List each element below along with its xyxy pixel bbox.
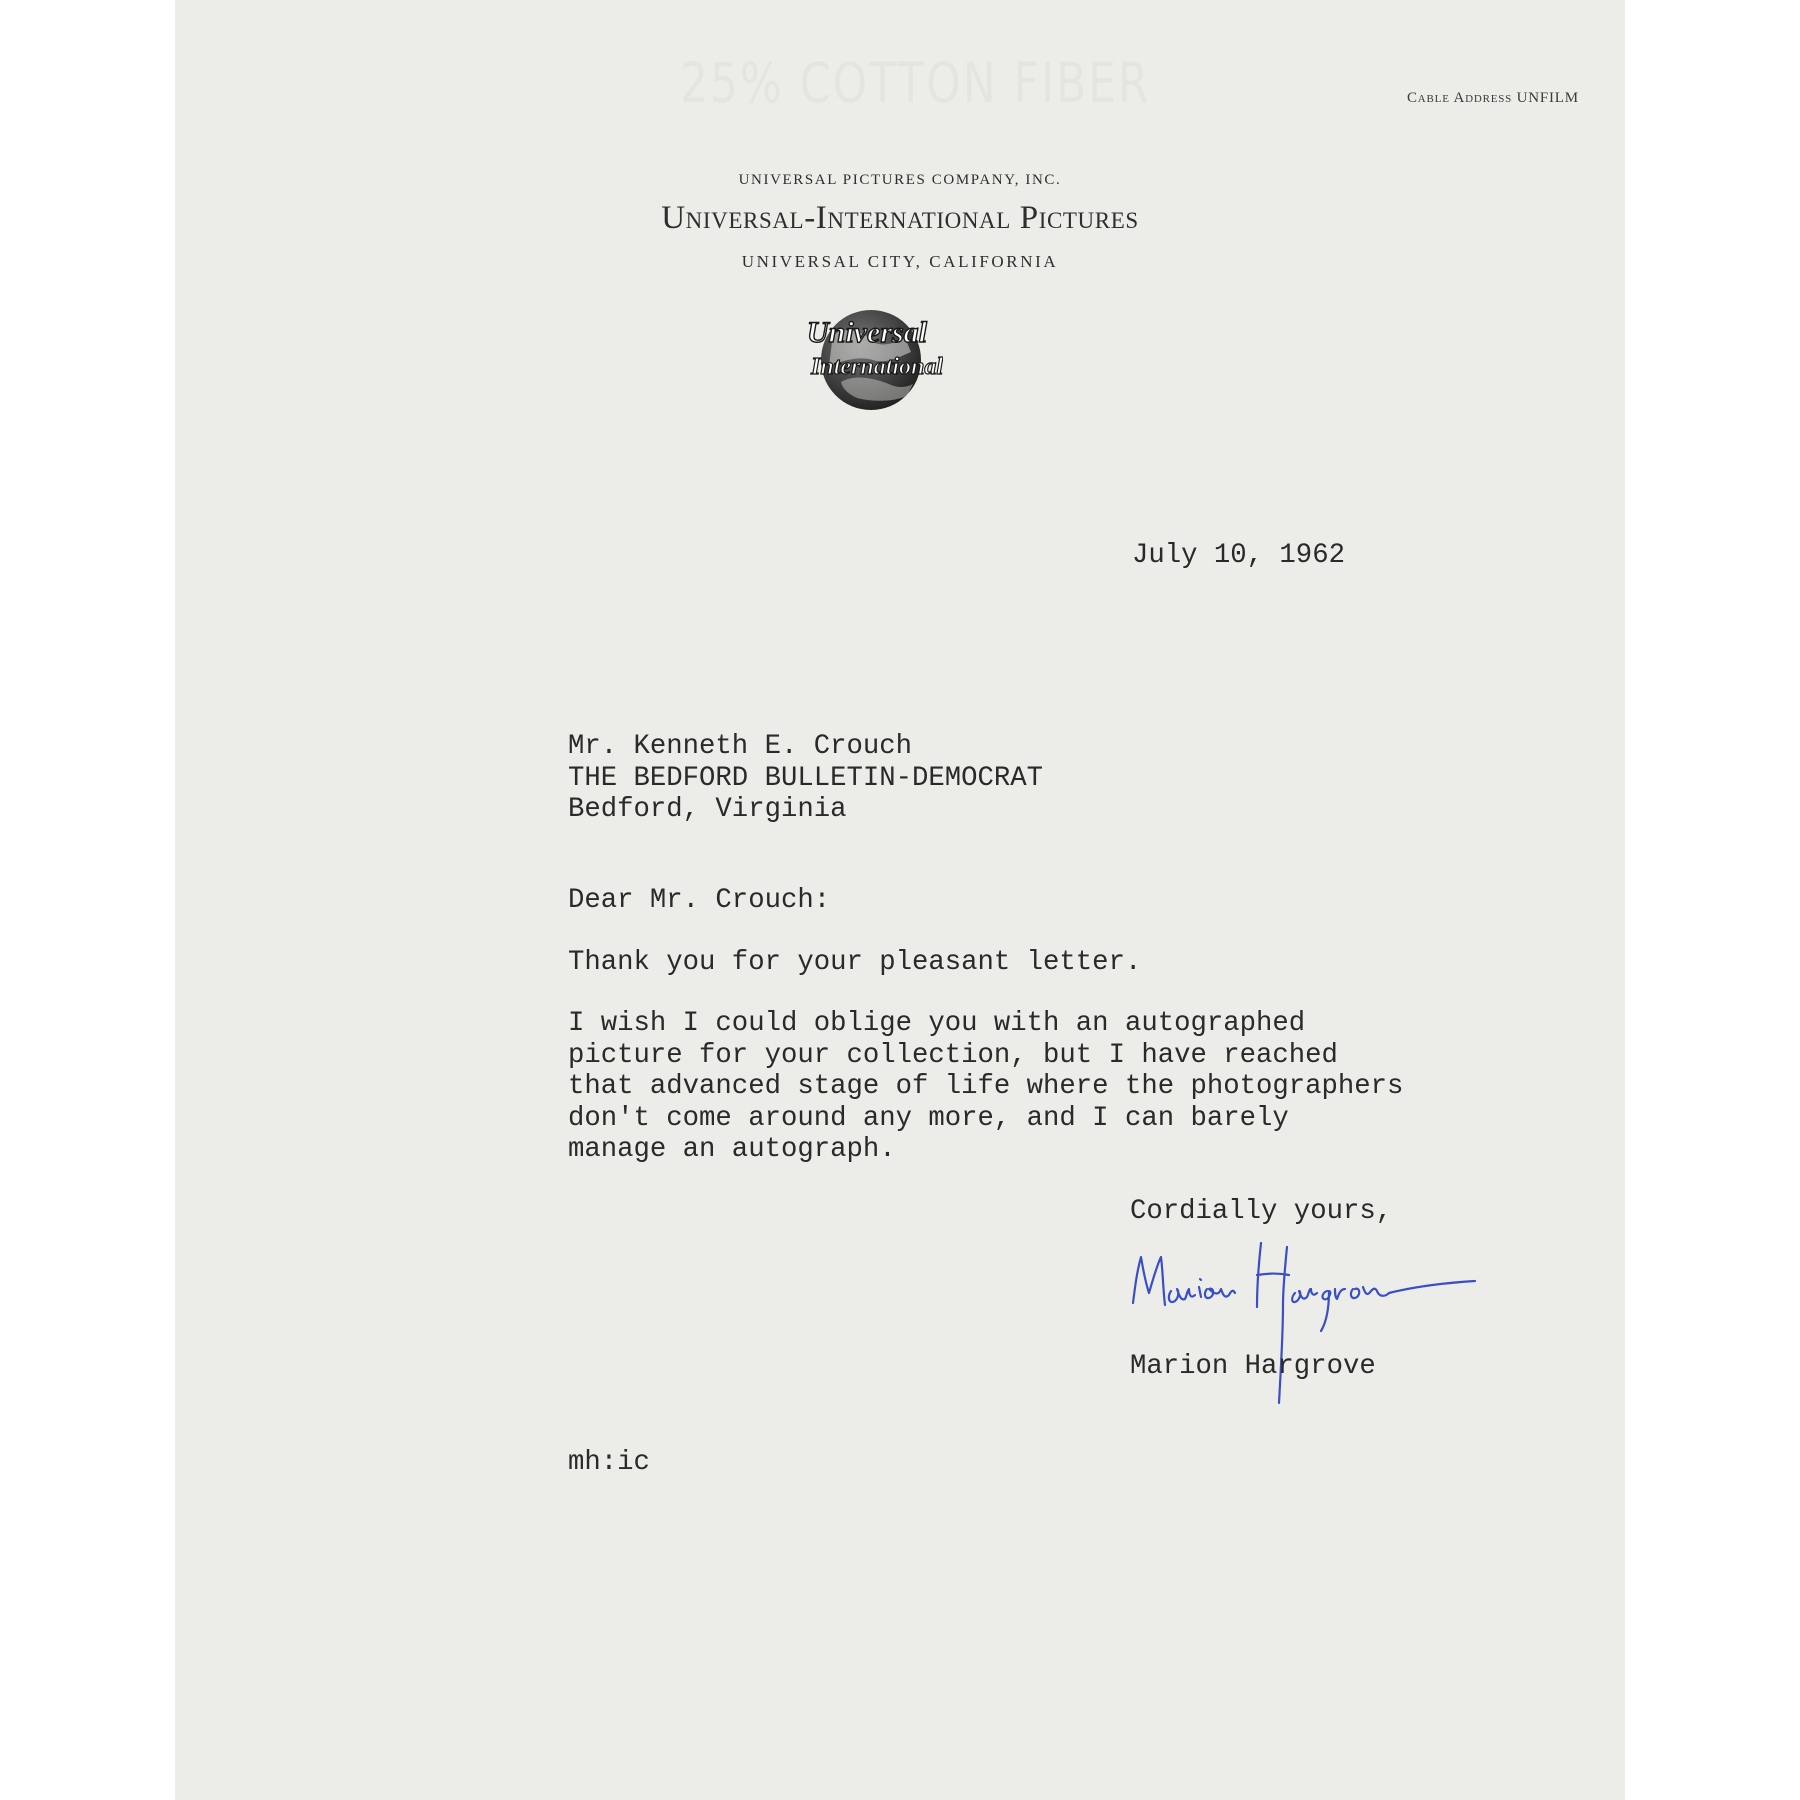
typist-initials: mh:ic [568,1447,650,1478]
letterhead-city: UNIVERSAL CITY, CALIFORNIA [741,252,1059,271]
recipient-line: Mr. Kenneth E. Crouch [568,731,912,762]
recipient-address [568,731,1043,826]
paper-watermark: 25% COTTON FIBER [680,52,1151,116]
recipient-line: Bedford, Virginia [568,794,847,825]
body-line: picture for your collection, but I have reached [568,1039,1338,1071]
letterhead-company: UNIVERSAL PICTURES COMPANY, INC. [738,172,1062,188]
logo-text-universal: Universal [807,316,927,349]
body-paragraph-2 [568,1008,1403,1166]
body-line: I wish I could oblige you with an autographed [568,1008,1306,1039]
body-line: don't come around any more, and I can barely [568,1102,1289,1134]
body-paragraph-1: Thank you for your pleasant letter. [568,947,1142,978]
letterhead-name: Universal-International Pictures [661,200,1139,236]
salutation: Dear Mr. Crouch: [568,885,831,916]
recipient-line: THE BEDFORD BULLETIN-DEMOCRAT [568,762,1044,794]
universal-globe-logo-icon [793,304,943,414]
letter-date: July 10, 1962 [1132,540,1345,571]
closing: Cordially yours, [1130,1196,1393,1227]
cable-address: Cable Address UNFILM [1407,90,1579,106]
body-line: manage an autograph. [568,1134,896,1165]
signer-name: Marion Hargrove [1130,1351,1376,1382]
handwritten-signature [1123,1235,1483,1415]
logo-text-international: International [811,354,943,380]
body-line: that advanced stage of life where the photographers [568,1071,1404,1102]
letter-page [175,0,1625,1800]
